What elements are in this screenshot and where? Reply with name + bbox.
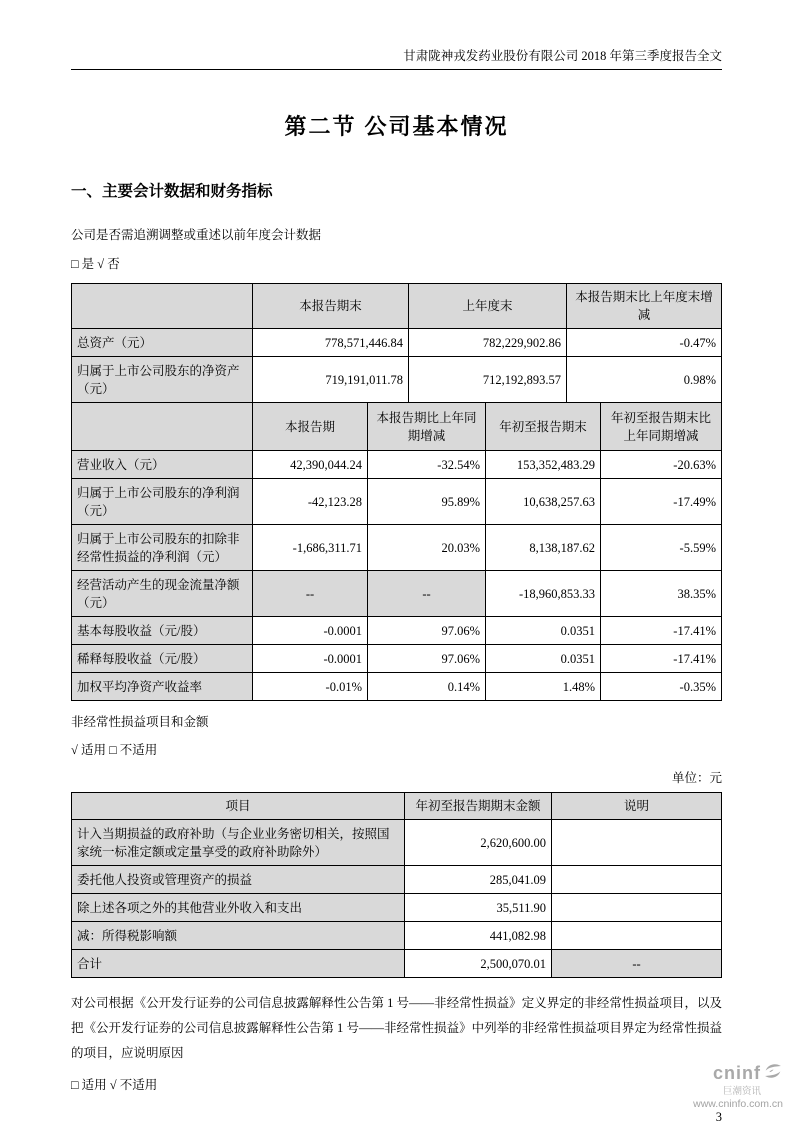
row-label: 归属于上市公司股东的扣除非经常性损益的净利润（元） [72, 525, 253, 571]
non-recurring-applicable: √ 适用 □ 不适用 [71, 743, 158, 757]
row-label: 总资产（元） [72, 329, 253, 357]
cell-value: 42,390,044.24 [253, 451, 368, 479]
header-cell: 年初至报告期末比上年同期增减 [601, 403, 722, 451]
row-label: 经营活动产生的现金流量净额（元） [72, 571, 253, 617]
section-heading: 一、主要会计数据和财务指标 [71, 183, 273, 200]
cell-value: -17.41% [601, 645, 722, 673]
logo-subtext: 巨潮资讯 [722, 1086, 761, 1097]
row-label: 归属于上市公司股东的净利润（元） [72, 479, 253, 525]
table-row [72, 645, 722, 673]
cell-value: 35,511.90 [405, 894, 552, 922]
header-cell: 说明 [552, 793, 722, 820]
header-cell: 本报告期 [253, 403, 368, 451]
cell-value: -0.0001 [253, 617, 368, 645]
cell-value: -- [368, 571, 486, 617]
row-label: 稀释每股收益（元/股） [72, 645, 253, 673]
key-indicators-table-bottom [71, 402, 722, 701]
header-cell: 本报告期末比上年度末增减 [567, 284, 722, 329]
page-number: 3 [715, 1110, 722, 1122]
cell-value: 8,138,187.62 [486, 525, 601, 571]
header-cell: 年初至报告期期末金额 [405, 793, 552, 820]
cell-value: 0.0351 [486, 617, 601, 645]
table-row [72, 525, 722, 571]
explain-applicable: □ 适用 √ 不适用 [71, 1078, 158, 1092]
table-header-row [72, 793, 722, 820]
table-row [72, 571, 722, 617]
cell-value: -17.49% [601, 479, 722, 525]
table-header-row [72, 403, 722, 451]
cell-value: 441,082.98 [405, 922, 552, 950]
cell-value: 153,352,483.29 [486, 451, 601, 479]
table-row [72, 922, 722, 950]
cell-value: -5.59% [601, 525, 722, 571]
table-row [72, 451, 722, 479]
header-cell: 上年度末 [409, 284, 567, 329]
restate-question: 公司是否需追溯调整或重述以前年度会计数据 [71, 228, 322, 242]
doc-title: 第二节 公司基本情况 [284, 114, 509, 139]
table-row [72, 479, 722, 525]
row-label: 营业收入（元） [72, 451, 253, 479]
table-row [72, 329, 722, 357]
cell-value: 0.98% [567, 357, 722, 403]
cell-value: 2,620,600.00 [405, 820, 552, 866]
restate-answer: □ 是 √ 否 [71, 257, 120, 271]
header-cell: 年初至报告期末 [486, 403, 601, 451]
doc-header: 甘肃陇神戎发药业股份有限公司 2018 年第三季度报告全文 [71, 0, 722, 70]
cell-value: 20.03% [368, 525, 486, 571]
cell-value: 719,191,011.78 [253, 357, 409, 403]
cell-value: 712,192,893.57 [409, 357, 567, 403]
explain-paragraph: 对公司根据《公开发行证券的公司信息披露解释性公告第 1 号——非经常性损益》定义界定的非经常性损益项目，以及把《公开发行证券的公司信息披露解释性公告第 1 号——非经常性损益》中列举的非经常性损益项目界定为经常性损益的项目，应说明原因 [71, 996, 722, 1060]
cell-value: -32.54% [368, 451, 486, 479]
key-indicators-table-top [71, 283, 722, 403]
cell-value: -17.41% [601, 617, 722, 645]
cell-value: 285,041.09 [405, 866, 552, 894]
cell-value: -18,960,853.33 [486, 571, 601, 617]
cell-value: 38.35% [601, 571, 722, 617]
row-label: 减：所得税影响额 [72, 922, 405, 950]
header-cell: 项目 [72, 793, 405, 820]
table-row [72, 673, 722, 701]
unit-label: 单位：元 [671, 771, 722, 785]
non-recurring-heading: 非经常性损益项目和金额 [71, 715, 209, 729]
cell-note [552, 820, 722, 866]
table-row [72, 617, 722, 645]
header-cell: 本报告期末 [253, 284, 409, 329]
cell-note [552, 894, 722, 922]
header-cell [72, 403, 253, 451]
table-row [72, 820, 722, 866]
row-label: 合计 [72, 950, 405, 978]
header-cell [72, 284, 253, 329]
cell-value: 2,500,070.01 [405, 950, 552, 978]
row-label: 计入当期损益的政府补助（与企业业务密切相关，按照国家统一标准定额或定量享受的政府补助除外） [72, 820, 405, 866]
cell-value: 10,638,257.63 [486, 479, 601, 525]
cell-value: 0.14% [368, 673, 486, 701]
cell-note: -- [552, 950, 722, 978]
row-label: 加权平均净资产收益率 [72, 673, 253, 701]
header-cell: 本报告期比上年同期增减 [368, 403, 486, 451]
row-label: 委托他人投资或管理资产的损益 [72, 866, 405, 894]
cell-value: 0.0351 [486, 645, 601, 673]
row-label: 基本每股收益（元/股） [72, 617, 253, 645]
logo-url: www.cninfo.com.cn [693, 1098, 783, 1110]
table-row [72, 866, 722, 894]
cell-note [552, 922, 722, 950]
cell-value: 778,571,446.84 [253, 329, 409, 357]
cell-value: 782,229,902.86 [409, 329, 567, 357]
cell-value: 95.89% [368, 479, 486, 525]
cell-value: -42,123.28 [253, 479, 368, 525]
cell-value: -0.0001 [253, 645, 368, 673]
cell-note [552, 866, 722, 894]
logo-text: cninf [713, 1063, 761, 1083]
table-row [72, 950, 722, 978]
table-header-row [72, 284, 722, 329]
cell-value: 1.48% [486, 673, 601, 701]
cell-value: -0.35% [601, 673, 722, 701]
swoosh-icon [763, 1061, 783, 1086]
cell-value: -1,686,311.71 [253, 525, 368, 571]
cninfo-logo [693, 1061, 783, 1110]
row-label: 归属于上市公司股东的净资产（元） [72, 357, 253, 403]
cell-value: -- [253, 571, 368, 617]
row-label: 除上述各项之外的其他营业外收入和支出 [72, 894, 405, 922]
cell-value: -0.01% [253, 673, 368, 701]
non-recurring-table [71, 792, 722, 978]
cell-value: -0.47% [567, 329, 722, 357]
table-row [72, 894, 722, 922]
table-row [72, 357, 722, 403]
cell-value: 97.06% [368, 617, 486, 645]
cell-value: 97.06% [368, 645, 486, 673]
cell-value: -20.63% [601, 451, 722, 479]
